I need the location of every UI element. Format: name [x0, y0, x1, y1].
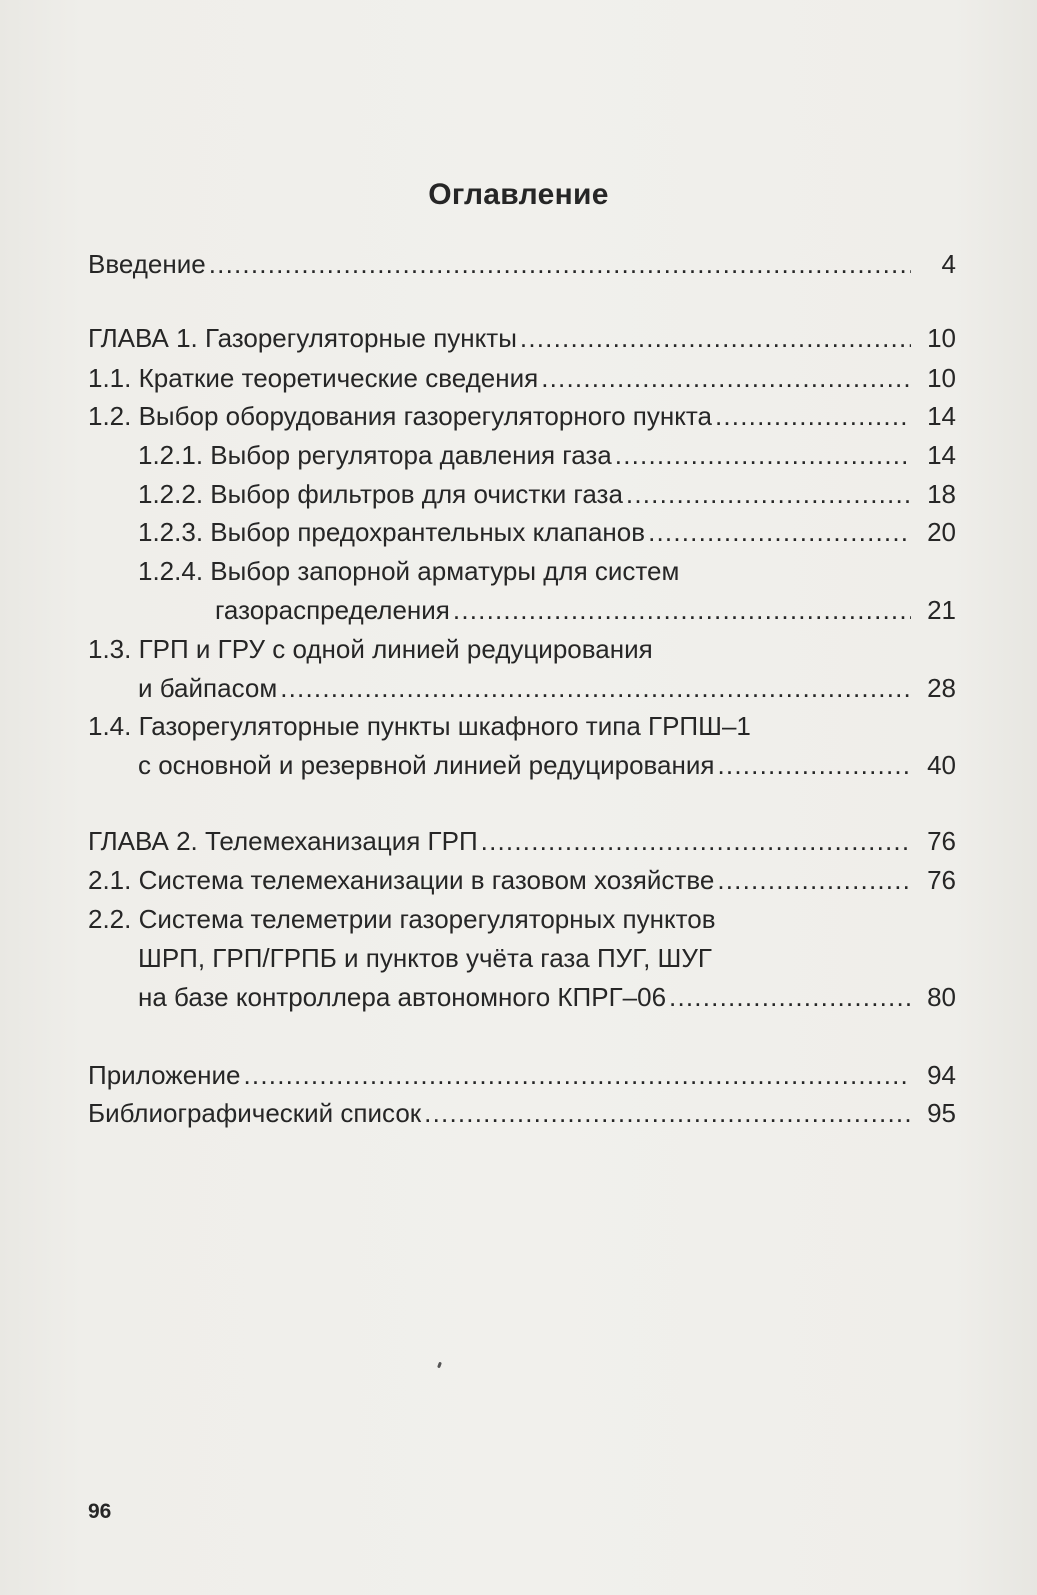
dot-leader: [626, 474, 911, 514]
toc-entry-page: 18: [927, 479, 956, 509]
toc-entry-continuation: газораспределения: [215, 595, 450, 625]
dot-leader: [424, 1093, 911, 1133]
toc-entry-chapter-1[interactable]: [88, 318, 956, 358]
toc-entry-continuation: на базе контроллера автономного КПРГ–06: [138, 982, 667, 1012]
toc-entry-page: 94: [927, 1060, 956, 1090]
toc-entry-page: 76: [927, 865, 956, 895]
toc-entry-title: 1.2. Выбор оборудования газорегуляторного пункта: [88, 401, 712, 431]
toc-entry-title: 1.2.3. Выбор предохрантельных клапанов: [138, 517, 646, 547]
toc-entry-title: 1.2.1. Выбор регулятора давления газа: [138, 440, 612, 470]
toc-entry-title: 1.1. Краткие теоретические сведения: [88, 363, 539, 393]
page-number: 96: [88, 1500, 112, 1523]
toc-entry-page: 10: [927, 323, 956, 353]
toc-entry-1-4-title: 1.4. Газорегуляторные пункты шкафного типа ГРПШ–1: [88, 711, 751, 741]
toc-entry-1-4[interactable]: [138, 745, 956, 785]
toc-entry-page: 21: [927, 595, 956, 625]
toc-entry-page: 14: [927, 401, 956, 431]
toc-entry-1-2[interactable]: [88, 396, 956, 436]
toc-entry-title: ГЛАВА 1. Газорегуляторные пункты: [88, 323, 517, 353]
toc-entry-page: 40: [927, 750, 956, 780]
toc-entry-title: Приложение: [88, 1060, 241, 1090]
toc-entry-2-2-continuation: ШРП, ГРП/ГРПБ и пунктов учёта газа ПУГ, ШУГ: [138, 943, 712, 973]
dot-leader: [520, 318, 911, 358]
dot-leader: [244, 1055, 912, 1095]
toc-entry-title: 1.2.2. Выбор фильтров для очистки газа: [138, 479, 623, 509]
dot-leader: [715, 396, 911, 436]
dot-leader: [541, 358, 911, 398]
toc-entry-continuation: и байпасом: [138, 673, 278, 703]
page-title: Оглавление: [428, 178, 609, 211]
dot-leader: [209, 244, 911, 284]
toc-entry-chapter-2[interactable]: [88, 821, 956, 861]
toc-entry-title: 2.1. Система телемеханизации в газовом хозяйстве: [88, 865, 715, 895]
dot-leader: [648, 512, 911, 552]
dot-leader: [615, 435, 911, 475]
dot-leader: [717, 745, 911, 785]
toc-entry-page: 95: [927, 1098, 956, 1128]
toc-entry-1-2-4-title: 1.2.4. Выбор запорной арматуры для систем: [138, 556, 680, 586]
toc-entry-1-3[interactable]: [138, 668, 956, 708]
toc-entry-page: 14: [927, 440, 956, 470]
toc-entry-1-3-title: 1.3. ГРП и ГРУ с одной линией редуцирования: [88, 634, 653, 664]
toc-entry-1-2-3[interactable]: [138, 512, 956, 552]
toc-entry-1-2-1[interactable]: [138, 435, 956, 475]
toc-entry-page: 28: [927, 673, 956, 703]
toc-entry-page: 20: [927, 517, 956, 547]
toc-entry-2-2[interactable]: [138, 977, 956, 1017]
toc-entry-introduction[interactable]: [88, 244, 956, 284]
toc-entry-page: 10: [927, 363, 956, 393]
toc-entry-appendix[interactable]: [88, 1055, 956, 1095]
toc-entry-title: ГЛАВА 2. Телемеханизация ГРП: [88, 826, 478, 856]
toc-entry-title: Библиографический список: [88, 1098, 422, 1128]
toc-entry-2-1[interactable]: [88, 860, 956, 900]
toc-entry-page: 76: [927, 826, 956, 856]
toc-entry-bibliography[interactable]: [88, 1093, 956, 1133]
toc-entry-page: 80: [927, 982, 956, 1012]
dot-leader: [717, 860, 911, 900]
toc-entry-continuation: с основной и резервной линией редуцирования: [138, 750, 715, 780]
toc-entry-1-2-4[interactable]: [215, 590, 956, 630]
toc-entry-title: Введение: [88, 249, 206, 279]
dot-leader: [280, 668, 911, 708]
toc-entry-1-1[interactable]: [88, 358, 956, 398]
toc-entry-1-2-2[interactable]: [138, 474, 956, 514]
dot-leader: [669, 977, 911, 1017]
dot-leader: [481, 821, 911, 861]
dot-leader: [453, 590, 911, 630]
toc-entry-2-2-title: 2.2. Система телеметрии газорегуляторных пунктов: [88, 904, 716, 934]
toc-entry-page: 4: [941, 249, 956, 279]
